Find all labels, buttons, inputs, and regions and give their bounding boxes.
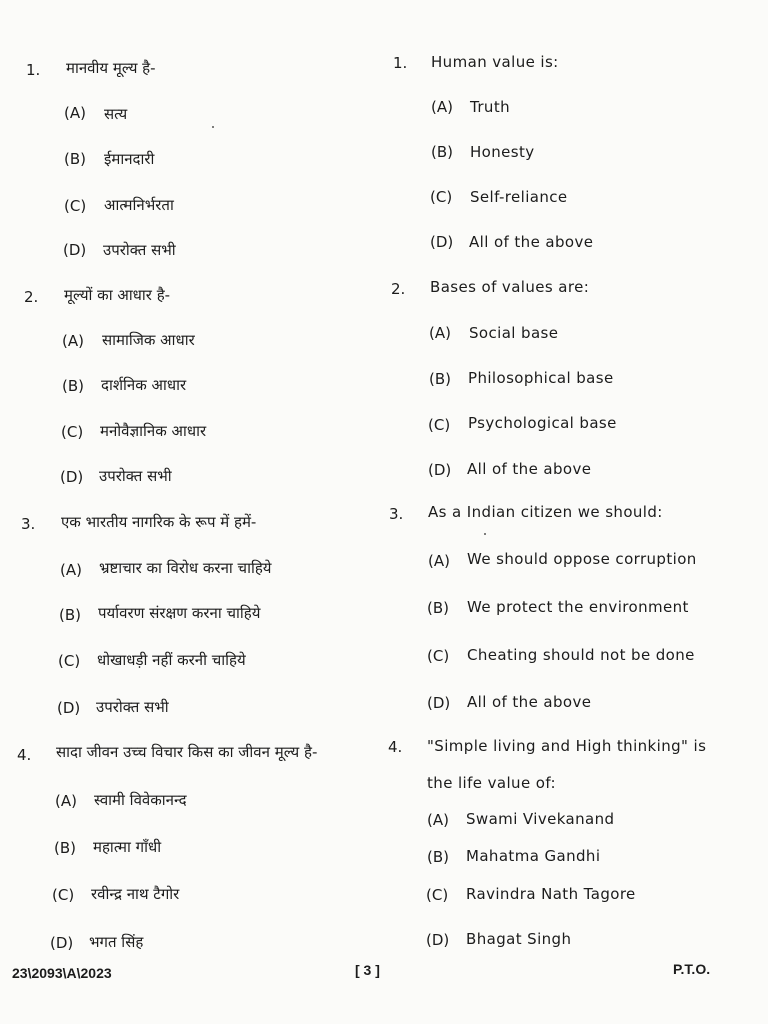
english-q1-option-b: Honesty — [470, 143, 535, 161]
hindi-q3-option-d: उपरोक्त सभी — [96, 698, 169, 716]
english-q1-option-d-letter: (D) — [430, 233, 454, 251]
english-q1-number: 1. — [393, 54, 408, 72]
hindi-q2-text: मूल्यों का आधार है- — [64, 286, 171, 304]
english-q2-option-c: Psychological base — [468, 414, 617, 432]
english-q2-option-d-letter: (D) — [428, 461, 452, 479]
english-q2-option-c-letter: (C) — [428, 416, 451, 434]
hindi-q2-option-c: मनोवैज्ञानिक आधार — [100, 422, 207, 440]
page-number: [ 3 ] — [355, 962, 380, 978]
english-q4-text-line1: "Simple living and High thinking" is — [427, 737, 707, 755]
english-q4-option-b: Mahatma Gandhi — [466, 847, 601, 865]
hindi-q1-option-b-letter: (B) — [64, 150, 86, 168]
hindi-q2-option-a-letter: (A) — [62, 332, 84, 350]
english-q4-option-a-letter: (A) — [427, 811, 449, 829]
hindi-q4-number: 4. — [17, 746, 32, 764]
hindi-q1-text: मानवीय मूल्य है- — [66, 59, 156, 77]
english-q1-option-a-letter: (A) — [431, 98, 453, 116]
hindi-q3-text: एक भारतीय नागरिक के रूप में हमें- — [61, 513, 257, 531]
english-q4-option-c: Ravindra Nath Tagore — [466, 885, 636, 903]
english-q2-option-b: Philosophical base — [468, 369, 614, 387]
scan-speck — [212, 126, 214, 128]
hindi-q2-option-d: उपरोक्त सभी — [99, 467, 172, 485]
paper-code: 23\2093\A\2023 — [12, 965, 112, 981]
hindi-q4-option-b: महात्मा गाँधी — [93, 838, 162, 856]
pto-label: P.T.O. — [673, 961, 711, 977]
hindi-q4-option-c-letter: (C) — [52, 886, 75, 904]
hindi-q2-option-b-letter: (B) — [62, 377, 84, 395]
english-q1-option-a: Truth — [470, 98, 511, 116]
hindi-q4-option-d: भगत सिंह — [89, 933, 144, 951]
english-q4-text-line2: the life value of: — [427, 774, 556, 792]
english-q3-text: As a Indian citizen we should: — [428, 503, 663, 521]
hindi-q3-number: 3. — [21, 515, 36, 533]
hindi-q4-option-b-letter: (B) — [54, 839, 76, 857]
hindi-q1-option-a-letter: (A) — [64, 104, 86, 122]
english-q4-option-b-letter: (B) — [427, 848, 449, 866]
hindi-q2-option-c-letter: (C) — [61, 423, 84, 441]
hindi-q3-option-b: पर्यावरण संरक्षण करना चाहिये — [98, 604, 261, 622]
english-q2-option-b-letter: (B) — [429, 370, 451, 388]
english-q4-number: 4. — [388, 738, 403, 756]
english-q3-option-c: Cheating should not be done — [467, 646, 695, 664]
english-q1-option-d: All of the above — [469, 233, 594, 251]
hindi-q4-option-a: स्वामी विवेकानन्द — [94, 791, 187, 809]
english-q2-text: Bases of values are: — [430, 278, 590, 296]
english-q2-option-d: All of the above — [467, 460, 592, 478]
hindi-q4-text: सादा जीवन उच्च विचार किस का जीवन मूल्य है- — [56, 743, 318, 761]
hindi-q3-option-b-letter: (B) — [59, 606, 81, 624]
english-q3-option-c-letter: (C) — [427, 647, 450, 665]
english-q4-option-c-letter: (C) — [426, 886, 449, 904]
english-q2-number: 2. — [391, 280, 406, 298]
hindi-q3-option-c-letter: (C) — [58, 652, 81, 670]
english-q3-option-b-letter: (B) — [427, 599, 449, 617]
english-q2-option-a-letter: (A) — [429, 324, 451, 342]
hindi-q3-option-a-letter: (A) — [60, 561, 82, 579]
english-q4-option-a: Swami Vivekanand — [466, 810, 615, 828]
hindi-q1-option-d-letter: (D) — [63, 241, 87, 259]
hindi-q2-option-d-letter: (D) — [60, 468, 84, 486]
english-q4-option-d-letter: (D) — [426, 931, 450, 949]
hindi-q4-option-d-letter: (D) — [50, 934, 74, 952]
hindi-q2-option-b: दार्शनिक आधार — [101, 376, 187, 394]
english-q2-option-a: Social base — [469, 324, 559, 342]
english-q1-option-c: Self-reliance — [470, 188, 568, 206]
english-q3-option-d: All of the above — [467, 693, 592, 711]
hindi-q1-option-d: उपरोक्त सभी — [103, 241, 176, 259]
hindi-q3-option-d-letter: (D) — [57, 699, 81, 717]
hindi-q4-option-c: रवीन्द्र नाथ टैगोर — [91, 885, 180, 903]
hindi-q2-number: 2. — [24, 288, 39, 306]
english-q1-option-c-letter: (C) — [430, 188, 453, 206]
hindi-q1-option-c-letter: (C) — [64, 197, 87, 215]
hindi-q3-option-c: धोखाधड़ी नहीं करनी चाहिये — [97, 651, 246, 669]
hindi-q1-number: 1. — [26, 61, 41, 79]
english-q4-option-d: Bhagat Singh — [466, 930, 572, 948]
english-q3-option-d-letter: (D) — [427, 694, 451, 712]
hindi-q1-option-b: ईमानदारी — [104, 150, 155, 168]
hindi-q2-option-a: सामाजिक आधार — [102, 331, 195, 349]
hindi-q1-option-a: सत्य — [104, 105, 128, 123]
hindi-q3-option-a: भ्रष्टाचार का विरोध करना चाहिये — [99, 559, 272, 577]
english-q3-option-a: We should oppose corruption — [467, 550, 697, 568]
english-q3-option-a-letter: (A) — [428, 552, 450, 570]
english-q3-number: 3. — [389, 505, 404, 523]
english-q1-option-b-letter: (B) — [431, 143, 453, 161]
english-q3-option-b: We protect the environment — [467, 598, 689, 616]
hindi-q4-option-a-letter: (A) — [55, 792, 77, 810]
scan-speck — [484, 533, 486, 535]
english-q1-text: Human value is: — [431, 53, 559, 71]
hindi-q1-option-c: आत्मनिर्भरता — [104, 196, 174, 214]
